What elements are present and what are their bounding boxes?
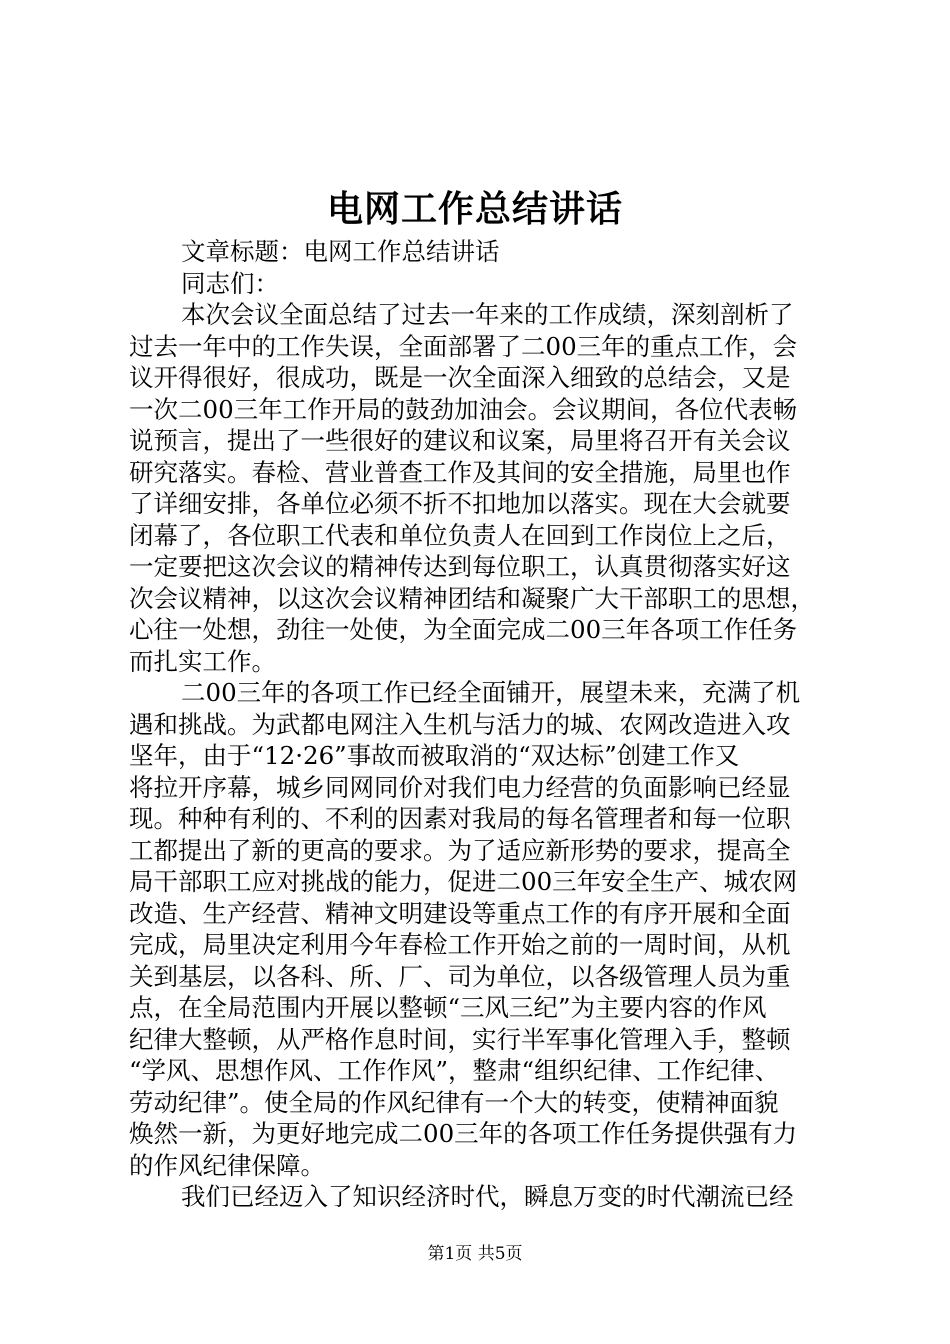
page-footer: 第1页 共5页 [427,1244,523,1264]
text-line: 本次会议全面总结了过去一年来的工作成绩，深刻剖析了 [181,300,794,329]
text-line: 工都提出了新的更高的要求。为了适应新形势的要求，提高全 [129,835,791,865]
text-line: 了详细安排，各单位必须不折不扣地加以落实。现在大会就要 [129,489,791,518]
text-line: 二00三年的各项工作已经全面铺开，展望未来，充满了机 [181,678,801,707]
text-line: 局干部职工应对挑战的能力，促进二00三年安全生产、城农网 [129,867,798,896]
text-line: 现。种种有利的、不利的因素对我局的每名管理者和每一位职 [129,804,791,833]
text-line: 点，在全局范围内开展以整顿“三风三纪”为主要内容的作风 [129,993,767,1022]
text-line: 一定要把这次会议的精神传达到每位职工，认真贯彻落实好这 [129,552,791,581]
text-line: 说预言，提出了一些很好的建议和议案，局里将召开有关会议 [129,426,791,455]
text-line: 的作风纪律保障。 [129,1150,325,1180]
text-line: 心往一处想，劲往一处使，为全面完成二00三年各项工作任务 [129,615,798,644]
text-line: 将拉开序幕，城乡同网同价对我们电力经营的负面影响已经显 [129,772,791,802]
text-line: 文章标题：电网工作总结讲话 [181,237,500,266]
text-line: 坚年，由于“12·26”事故而被取消的“双达标”创建工作又 [129,741,740,770]
text-line: 改造、生产经营、精神文明建设等重点工作的有序开展和全面 [129,898,791,928]
text-line: “学风、思想作风、工作作风”，整肃“组织纪律、工作纪律、 [129,1056,780,1085]
text-line: 完成，局里决定利用今年春检工作开始之前的一周时间，从机 [129,930,791,959]
text-line: 我们已经迈入了知识经济时代，瞬息万变的时代潮流已经 [181,1182,794,1211]
document-body [129,236,841,1213]
text-line: 关到基层，以各科、所、厂、司为单位，以各级管理人员为重 [129,961,791,991]
text-line: 过去一年中的工作失误，全面部署了二00三年的重点工作，会 [129,331,798,361]
text-line: 同志们： [181,268,279,298]
document-title: 电网工作总结讲话 [326,188,623,230]
text-line: 闭幕了，各位职工代表和单位负责人在回到工作岗位上之后， [129,520,791,550]
text-line: 焕然一新，为更好地完成二00三年的各项工作任务提供强有力 [129,1119,798,1148]
text-line: 议开得很好，很成功，既是一次全面深入细致的总结会，又是 [129,363,791,392]
text-line: 研究落实。春检、营业普查工作及其间的安全措施，局里也作 [129,457,791,487]
text-line: 遇和挑战。为武都电网注入生机与活力的城、农网改造进入攻 [129,709,791,739]
text-line: 纪律大整顿，从严格作息时间，实行半军事化管理入手，整顿 [129,1024,791,1054]
text-line: 一次二00三年工作开局的鼓劲加油会。会议期间，各位代表畅 [129,394,798,424]
text-line: 而扎实工作。 [129,646,276,676]
text-line: 次会议精神，以这次会议精神团结和凝聚广大干部职工的思想， [129,583,815,613]
text-line: 劳动纪律”。使全局的作风纪律有一个大的转变，使精神面貌 [129,1087,779,1117]
